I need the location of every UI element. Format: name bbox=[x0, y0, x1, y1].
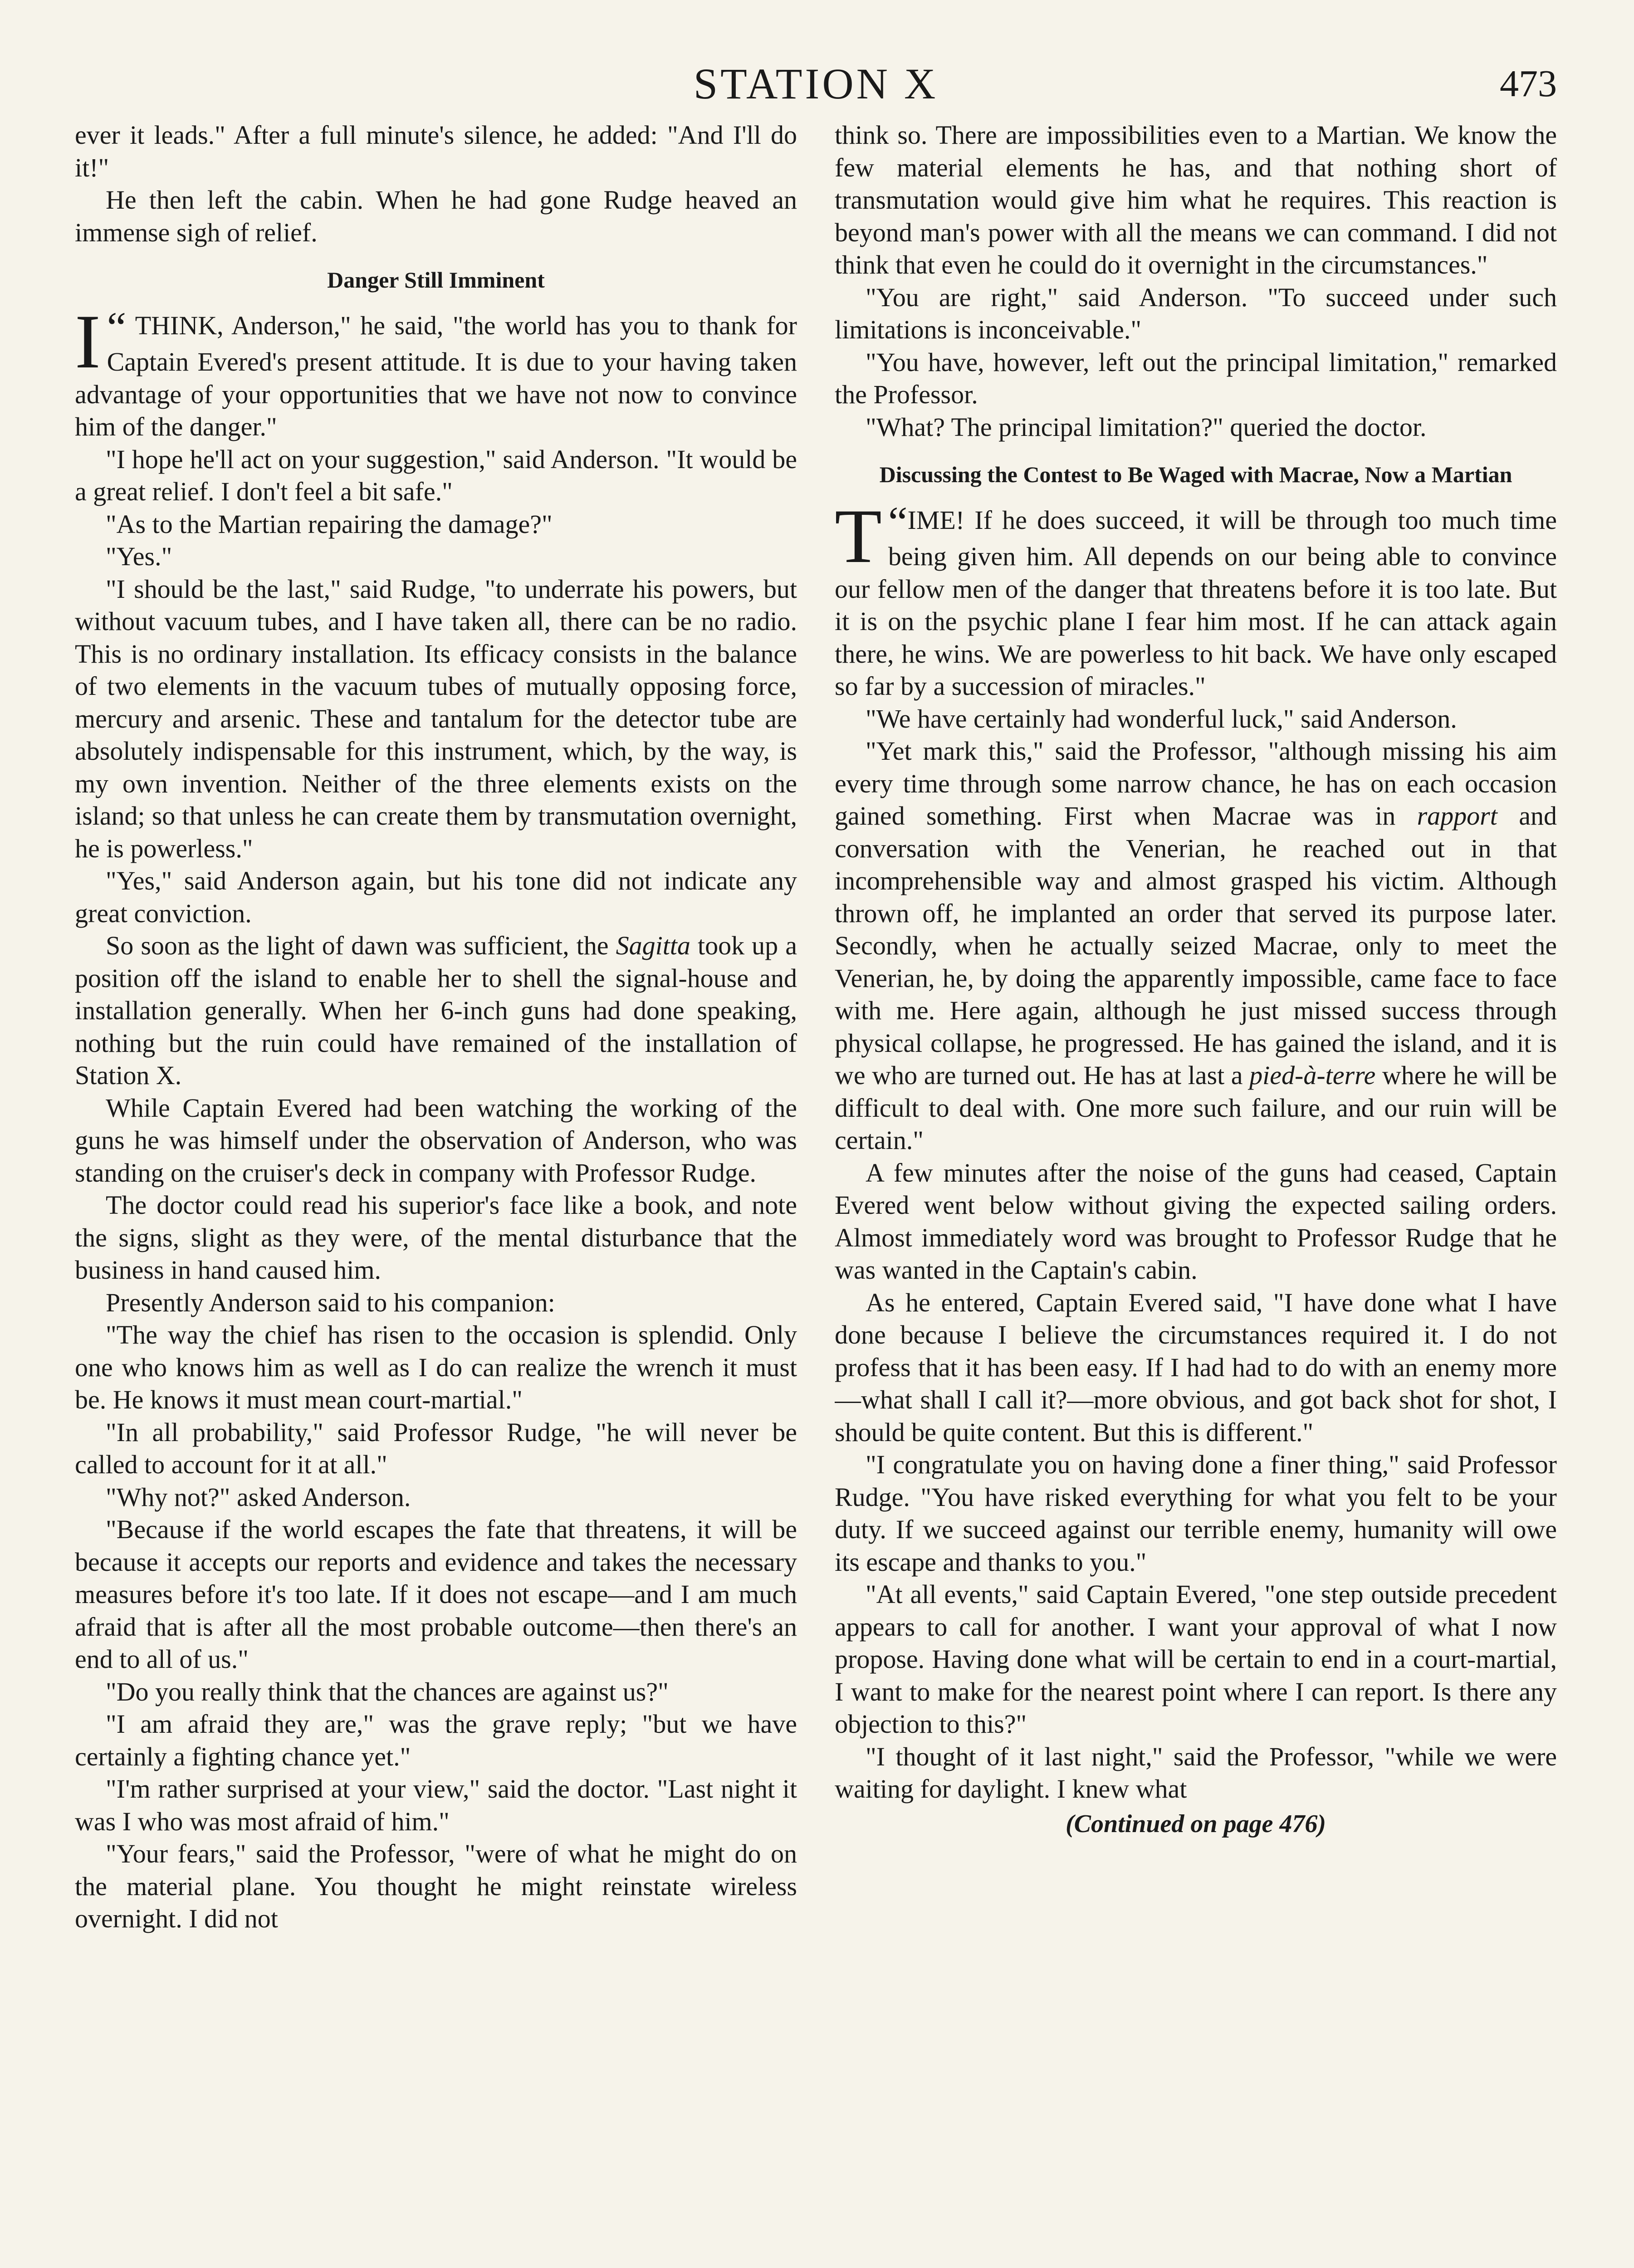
paragraph: "What? The principal limitation?" queried the doctor. bbox=[866, 412, 1427, 442]
paragraph bbox=[835, 735, 1557, 1157]
ship-name: Sagitta bbox=[616, 931, 690, 960]
running-title: STATION X bbox=[693, 59, 939, 108]
paragraph: "In all probability," said Professor Rudge, "he will never be called to account for it at all." bbox=[75, 1417, 797, 1479]
paragraph-text: and conversation with the Venerian, he reached out in that incomprehensible way and almost grasped his victim. Although thrown off, he implanted an order that served its purpose later. Secondly, when he actually seized Macrae, only to meet the Venerian, he, by doing the apparently impossible, came face to face with me. Here again, although he just missed success through physical collapse, he progressed. He has gained the island, and it is we who are turned out. He has at last a bbox=[835, 801, 1557, 1090]
paragraph bbox=[75, 929, 797, 1092]
paragraph: "I hope he'll act on your suggestion," said Anderson. "It would be a great relief. I don't feel a bit safe." bbox=[75, 444, 797, 506]
paragraph: "Yes." bbox=[106, 542, 172, 571]
right-column bbox=[835, 119, 1557, 2268]
paragraph-text: "Yet mark this," said the Professor, "although missing his aim every time through some narrow chance, he has on each occasion gained something. First when Macrae was in bbox=[835, 736, 1557, 831]
page-header bbox=[75, 54, 1557, 113]
paragraph: "I am afraid they are," was the grave reply; "but we have certainly a fighting chance yet." bbox=[75, 1709, 797, 1771]
paragraph-text: where he will be difficult to deal with. One more such failure, and our ruin will be certain." bbox=[835, 1061, 1557, 1155]
paragraph: "I'm rather surprised at your view," said the doctor. "Last night it was I who was most afraid of him." bbox=[75, 1774, 797, 1836]
paragraph-text: So soon as the light of dawn was sufficient, the bbox=[106, 931, 616, 960]
dropcap-letter: T bbox=[835, 494, 882, 579]
open-quote-mark: “ bbox=[107, 303, 127, 352]
dropcap-paragraph bbox=[75, 299, 797, 443]
paragraph: "I should be the last," said Rudge, "to underrate his powers, but without vacuum tubes, and I have taken all, there can be no radio. This is no ordinary installation. Its efficacy consists in the balance of two elements in the vacuum tubes of mutually opposing force, mercury and arsenic. These and tantalum for the detector tube are absolutely indispensable for this instrument, which, by the way, is my own invention. Neither of the three elements exists on the island; so that unless he can create them by transmutation overnight, he is powerless." bbox=[75, 574, 797, 863]
dropcap-letter: I bbox=[75, 299, 101, 384]
paragraph: "As to the Martian repairing the damage?" bbox=[106, 509, 553, 539]
page-number: 473 bbox=[1500, 63, 1557, 105]
paragraph: "We have certainly had wonderful luck," said Anderson. bbox=[866, 704, 1457, 733]
paragraph: "I thought of it last night," said the Professor, "while we were waiting for daylight. I knew what bbox=[835, 1741, 1557, 1804]
paragraph: While Captain Evered had been watching the working of the guns he was himself under the observation of Anderson, who was standing on the cruiser's deck in company with Professor Rudge. bbox=[75, 1093, 797, 1188]
paragraph: "Do you really think that the chances are against us?" bbox=[106, 1677, 669, 1706]
paragraph: Presently Anderson said to his companion: bbox=[106, 1287, 555, 1317]
paragraph-text: took up a position off the island to enable her to shell the signal-house and installation generally. When her 6-inch guns had done speaking, nothing but the ruin could have remained of the installation of Station X. bbox=[75, 931, 797, 1090]
paragraph-text: THINK, Anderson," he said, "the world has you to thank for Captain Evered's present attitude. It is due to your having taken advantage of your opportunities that we have not now to convince him of the danger." bbox=[75, 311, 797, 441]
open-quote-mark: “ bbox=[888, 498, 908, 546]
paragraph: "Your fears," said the Professor, "were of what he might do on the material plane. You thought he might reinstate wireless overnight. I did not bbox=[75, 1839, 797, 1933]
paragraph: He then left the cabin. When he had gone Rudge heaved an immense sigh of relief. bbox=[75, 185, 797, 247]
italic-term: pied-à-terre bbox=[1249, 1061, 1376, 1090]
left-column bbox=[75, 119, 797, 2268]
paragraph: A few minutes after the noise of the guns had ceased, Captain Evered went below without giving the expected sailing orders. Almost immediately word was brought to Professor Rudge that he was wanted in the Captain's cabin. bbox=[835, 1158, 1557, 1285]
section-subhead: Discussing the Contest to Be Waged with Macrae, Now a Martian bbox=[879, 462, 1512, 487]
section-subhead: Danger Still Imminent bbox=[327, 267, 545, 293]
paragraph: "Because if the world escapes the fate that threatens, it will be because it accepts our reports and evidence and takes the necessary measures before it's too late. If it does not escape—and I am much afraid that is after all the most probable outcome—then there's an end to all of us." bbox=[75, 1515, 797, 1674]
paragraph: As he entered, Captain Evered said, "I have done what I have done because I believe the circumstances required it. I do not profess that it has been easy. If I had had to do with an enemy more—what shall I call it?—more obvious, and got back shot for shot, I should be quite content. But this is different." bbox=[835, 1287, 1557, 1447]
paragraph: "You are right," said Anderson. "To succeed under such limitations is inconceivable." bbox=[835, 282, 1557, 344]
paragraph: "You have, however, left out the principal limitation," remarked the Professor. bbox=[835, 347, 1557, 409]
paragraph: ever it leads." After a full minute's silence, he added: "And I'll do it!" bbox=[75, 120, 797, 182]
paragraph: "The way the chief has risen to the occasion is splendid. Only one who knows him as well as I do can realize the wrench it must be. He knows it must mean court-martial." bbox=[75, 1320, 797, 1414]
paragraph: The doctor could read his superior's face like a book, and note the signs, slight as they were, of the mental disturbance that the business in hand caused him. bbox=[75, 1190, 797, 1285]
paragraph: think so. There are impossibilities even to a Martian. We know the few material elements he has, and that nothing short of transmutation would give him what he requires. This reaction is beyond man's power with all the means we can command. I did not think that even he could do it overnight in the circumstances." bbox=[835, 120, 1557, 279]
italic-term: rapport bbox=[1417, 801, 1497, 831]
dropcap-paragraph bbox=[835, 494, 1557, 703]
paragraph: "Yes," said Anderson again, but his tone did not indicate any great conviction. bbox=[75, 866, 797, 928]
paragraph: "I congratulate you on having done a finer thing," said Professor Rudge. "You have risked everything for what you felt to be your duty. If we succeed against our terrible enemy, humanity will owe its escape and thanks to you." bbox=[835, 1450, 1557, 1577]
paragraph: "At all events," said Captain Evered, "one step outside precedent appears to call for another. I want your approval of what I now propose. Having done what will be certain to end in a court-martial, I want to make for the nearest point where I can report. Is there any objection to this?" bbox=[835, 1579, 1557, 1739]
continued-note: (Continued on page 476) bbox=[1065, 1809, 1326, 1838]
paragraph-text: IME! If he does succeed, it will be through too much time being given him. All depends on our being able to convince our fellow men of the danger that threatens before it is too late. But it is on the psychic plane I fear him most. If he can attack again there, he wins. We are powerless to hit back. We have only escaped so far by a succession of miracles." bbox=[835, 505, 1557, 701]
paragraph: "Why not?" asked Anderson. bbox=[106, 1482, 411, 1512]
